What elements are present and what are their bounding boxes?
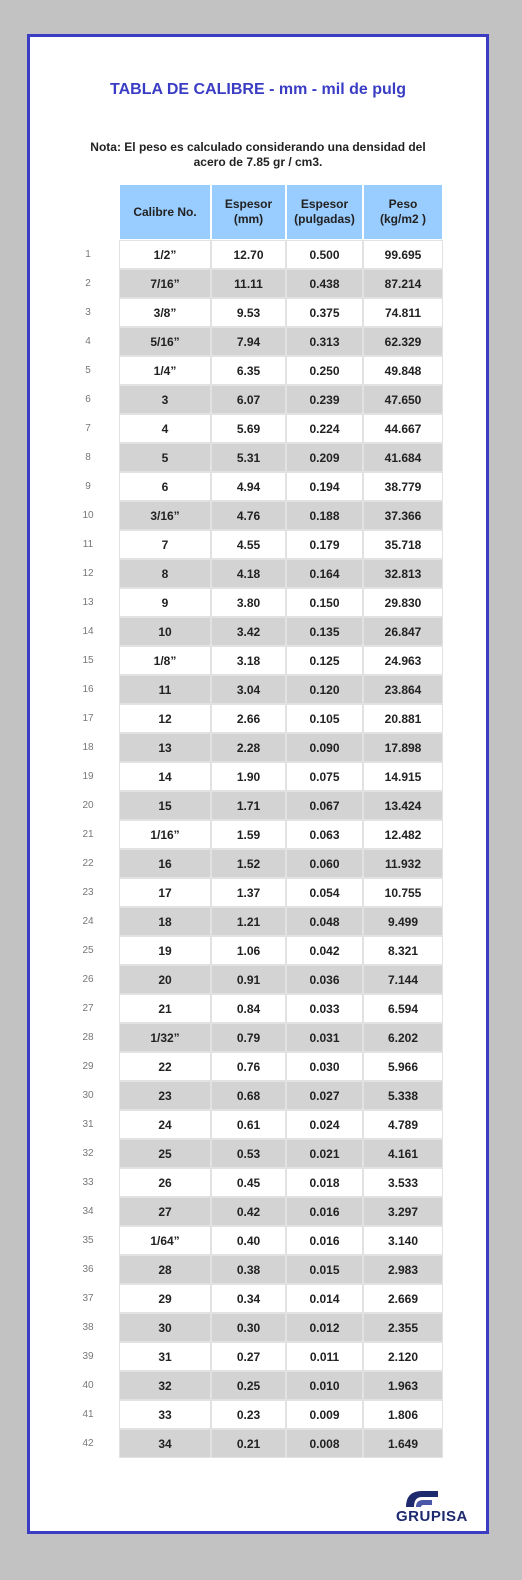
espesor-pulgadas-cell: 0.500: [287, 241, 362, 268]
calibre-cell: 11: [120, 676, 210, 703]
gauge-table: [56, 183, 444, 1459]
calibre-cell: 18: [120, 908, 210, 935]
index-header: [58, 185, 118, 239]
espesor-pulgadas-cell: 0.150: [287, 589, 362, 616]
peso-cell: 26.847: [364, 618, 442, 645]
calibre-cell: 10: [120, 618, 210, 645]
calibre-cell: 6: [120, 473, 210, 500]
table-row: [58, 328, 442, 355]
espesor-mm-cell: 5.69: [212, 415, 285, 442]
espesor-mm-cell: 2.28: [212, 734, 285, 761]
espesor-mm-cell: 4.55: [212, 531, 285, 558]
row-index: 30: [82, 1090, 94, 1101]
table-row: [58, 1430, 442, 1457]
table-row: [58, 821, 442, 848]
peso-cell: 47.650: [364, 386, 442, 413]
calibre-cell: 1/4”: [120, 357, 210, 384]
espesor-pulgadas-cell: 0.031: [287, 1024, 362, 1051]
row-index: 42: [82, 1438, 94, 1449]
espesor-mm-cell: 7.94: [212, 328, 285, 355]
table-row: [58, 1372, 442, 1399]
peso-cell: 2.983: [364, 1256, 442, 1283]
peso-cell: 2.355: [364, 1314, 442, 1341]
calibre-cell: 33: [120, 1401, 210, 1428]
espesor-pulgadas-cell: 0.054: [287, 879, 362, 906]
espesor-mm-cell: 1.90: [212, 763, 285, 790]
grupisa-logo: [396, 1487, 478, 1525]
espesor-mm-cell: 1.37: [212, 879, 285, 906]
espesor-mm-cell: 0.38: [212, 1256, 285, 1283]
peso-cell: 2.120: [364, 1343, 442, 1370]
peso-cell: 1.806: [364, 1401, 442, 1428]
espesor-pulgadas-cell: 0.375: [287, 299, 362, 326]
calibre-cell: 15: [120, 792, 210, 819]
espesor-pulgadas-cell: 0.010: [287, 1372, 362, 1399]
espesor-pulgadas-cell: 0.194: [287, 473, 362, 500]
row-index: 16: [82, 684, 94, 695]
espesor-pulgadas-cell: 0.209: [287, 444, 362, 471]
row-index: 11: [82, 539, 94, 550]
table-row: [58, 1111, 442, 1138]
row-index: 31: [82, 1119, 94, 1130]
density-note: Nota: El peso es calculado considerando una densidad del acero de 7.85 gr / cm3.: [90, 140, 426, 169]
espesor-mm-cell: 0.61: [212, 1111, 285, 1138]
row-index: 32: [82, 1148, 94, 1159]
peso-cell: 2.669: [364, 1285, 442, 1312]
espesor-pulgadas-cell: 0.067: [287, 792, 362, 819]
table-row: [58, 502, 442, 529]
calibre-cell: 30: [120, 1314, 210, 1341]
espesor-mm-cell: 3.18: [212, 647, 285, 674]
calibre-cell: 25: [120, 1140, 210, 1167]
row-index: 2: [85, 278, 91, 289]
table-row: [58, 995, 442, 1022]
peso-cell: 3.533: [364, 1169, 442, 1196]
row-index: 18: [82, 742, 94, 753]
espesor-pulgadas-cell: 0.048: [287, 908, 362, 935]
row-index: 21: [82, 829, 94, 840]
table-row: [58, 937, 442, 964]
espesor-mm-cell: 4.76: [212, 502, 285, 529]
espesor-pulgadas-cell: 0.164: [287, 560, 362, 587]
row-index: 40: [82, 1380, 94, 1391]
espesor-pulgadas-cell: 0.313: [287, 328, 362, 355]
table-row: [58, 241, 442, 268]
row-index: 4: [85, 336, 91, 347]
peso-cell: 10.755: [364, 879, 442, 906]
calibre-cell: 23: [120, 1082, 210, 1109]
table-row: [58, 1401, 442, 1428]
espesor-pulgadas-cell: 0.042: [287, 937, 362, 964]
espesor-mm-cell: 6.35: [212, 357, 285, 384]
espesor-mm-cell: 0.30: [212, 1314, 285, 1341]
espesor-mm-cell: 3.04: [212, 676, 285, 703]
calibre-cell: 5: [120, 444, 210, 471]
espesor-pulgadas-cell: 0.125: [287, 647, 362, 674]
row-index: 28: [82, 1032, 94, 1043]
espesor-pulgadas-cell: 0.239: [287, 386, 362, 413]
peso-cell: 14.915: [364, 763, 442, 790]
espesor-mm-cell: 0.40: [212, 1227, 285, 1254]
table-sheet: [27, 34, 489, 1534]
espesor-mm-cell: 1.52: [212, 850, 285, 877]
table-header-row: [58, 185, 442, 239]
calibre-cell: 9: [120, 589, 210, 616]
peso-cell: 29.830: [364, 589, 442, 616]
peso-cell: 49.848: [364, 357, 442, 384]
row-index: 8: [85, 452, 91, 463]
peso-cell: 41.684: [364, 444, 442, 471]
table-row: [58, 444, 442, 471]
espesor-pulgadas-cell: 0.060: [287, 850, 362, 877]
peso-cell: 20.881: [364, 705, 442, 732]
row-index: 33: [82, 1177, 94, 1188]
table-row: [58, 879, 442, 906]
calibre-cell: 1/8”: [120, 647, 210, 674]
table-row: [58, 531, 442, 558]
espesor-mm-cell: 3.42: [212, 618, 285, 645]
espesor-pulgadas-cell: 0.090: [287, 734, 362, 761]
espesor-mm-cell: 0.68: [212, 1082, 285, 1109]
peso-cell: 5.966: [364, 1053, 442, 1080]
row-index: 20: [82, 800, 94, 811]
espesor-pulgadas-cell: 0.008: [287, 1430, 362, 1457]
espesor-pulgadas-cell: 0.024: [287, 1111, 362, 1138]
calibre-cell: 29: [120, 1285, 210, 1312]
espesor-pulgadas-cell: 0.012: [287, 1314, 362, 1341]
table-row: [58, 1140, 442, 1167]
espesor-mm-cell: 1.71: [212, 792, 285, 819]
espesor-mm-cell: 0.25: [212, 1372, 285, 1399]
espesor-pulgadas-cell: 0.105: [287, 705, 362, 732]
peso-cell: 38.779: [364, 473, 442, 500]
peso-cell: 35.718: [364, 531, 442, 558]
table-row: [58, 763, 442, 790]
calibre-cell: 4: [120, 415, 210, 442]
row-index: 26: [82, 974, 94, 985]
table-row: [58, 705, 442, 732]
row-index: 24: [82, 916, 94, 927]
peso-cell: 17.898: [364, 734, 442, 761]
table-row: [58, 299, 442, 326]
page-title: TABLA DE CALIBRE - mm - mil de pulg: [110, 81, 406, 98]
table-row: [58, 357, 442, 384]
calibre-cell: 22: [120, 1053, 210, 1080]
peso-cell: 23.864: [364, 676, 442, 703]
table-row: [58, 647, 442, 674]
calibre-cell: 7/16”: [120, 270, 210, 297]
peso-cell: 4.161: [364, 1140, 442, 1167]
espesor-pulgadas-cell: 0.036: [287, 966, 362, 993]
row-index: 17: [82, 713, 94, 724]
table-row: [58, 792, 442, 819]
espesor-mm-cell: 0.23: [212, 1401, 285, 1428]
table-row: [58, 1227, 442, 1254]
espesor-pulgadas-cell: 0.135: [287, 618, 362, 645]
row-index: 23: [82, 887, 94, 898]
peso-cell: 6.594: [364, 995, 442, 1022]
calibre-cell: 3/16”: [120, 502, 210, 529]
header-peso: Peso (kg/m2 ): [364, 185, 442, 239]
logo-mark-icon: [402, 1487, 442, 1509]
espesor-mm-cell: 11.11: [212, 270, 285, 297]
calibre-cell: 27: [120, 1198, 210, 1225]
calibre-cell: 31: [120, 1343, 210, 1370]
espesor-pulgadas-cell: 0.015: [287, 1256, 362, 1283]
espesor-mm-cell: 3.80: [212, 589, 285, 616]
peso-cell: 4.789: [364, 1111, 442, 1138]
table-row: [58, 473, 442, 500]
row-index: 19: [82, 771, 94, 782]
espesor-pulgadas-cell: 0.063: [287, 821, 362, 848]
espesor-pulgadas-cell: 0.224: [287, 415, 362, 442]
espesor-pulgadas-cell: 0.014: [287, 1285, 362, 1312]
table-row: [58, 1169, 442, 1196]
espesor-pulgadas-cell: 0.033: [287, 995, 362, 1022]
espesor-pulgadas-cell: 0.030: [287, 1053, 362, 1080]
espesor-mm-cell: 0.42: [212, 1198, 285, 1225]
calibre-cell: 1/16”: [120, 821, 210, 848]
table-row: [58, 1024, 442, 1051]
row-index: 36: [82, 1264, 94, 1275]
espesor-mm-cell: 0.21: [212, 1430, 285, 1457]
calibre-cell: 3: [120, 386, 210, 413]
table-row: [58, 734, 442, 761]
table-row: [58, 850, 442, 877]
row-index: 15: [82, 655, 94, 666]
peso-cell: 8.321: [364, 937, 442, 964]
header-espesor-pulgadas: Espesor (pulgadas): [287, 185, 362, 239]
peso-cell: 1.963: [364, 1372, 442, 1399]
row-index: 6: [85, 394, 91, 405]
row-index: 7: [85, 423, 91, 434]
espesor-pulgadas-cell: 0.021: [287, 1140, 362, 1167]
espesor-mm-cell: 1.06: [212, 937, 285, 964]
header-espesor-mm: Espesor (mm): [212, 185, 285, 239]
calibre-cell: 3/8”: [120, 299, 210, 326]
espesor-mm-cell: 0.34: [212, 1285, 285, 1312]
row-index: 22: [82, 858, 94, 869]
espesor-mm-cell: 9.53: [212, 299, 285, 326]
espesor-mm-cell: 6.07: [212, 386, 285, 413]
calibre-cell: 24: [120, 1111, 210, 1138]
row-index: 5: [85, 365, 91, 376]
calibre-cell: 32: [120, 1372, 210, 1399]
calibre-cell: 19: [120, 937, 210, 964]
calibre-cell: 26: [120, 1169, 210, 1196]
espesor-mm-cell: 0.45: [212, 1169, 285, 1196]
peso-cell: 5.338: [364, 1082, 442, 1109]
calibre-cell: 21: [120, 995, 210, 1022]
calibre-cell: 5/16”: [120, 328, 210, 355]
calibre-cell: 17: [120, 879, 210, 906]
espesor-mm-cell: 2.66: [212, 705, 285, 732]
calibre-cell: 8: [120, 560, 210, 587]
espesor-mm-cell: 1.21: [212, 908, 285, 935]
table-row: [58, 1053, 442, 1080]
calibre-cell: 1/32”: [120, 1024, 210, 1051]
table-row: [58, 589, 442, 616]
table-row: [58, 1343, 442, 1370]
calibre-cell: 7: [120, 531, 210, 558]
table-row: [58, 560, 442, 587]
espesor-pulgadas-cell: 0.027: [287, 1082, 362, 1109]
table-row: [58, 415, 442, 442]
espesor-pulgadas-cell: 0.188: [287, 502, 362, 529]
espesor-mm-cell: 0.91: [212, 966, 285, 993]
row-index: 25: [82, 945, 94, 956]
row-index: 12: [82, 568, 94, 579]
espesor-mm-cell: 1.59: [212, 821, 285, 848]
peso-cell: 87.214: [364, 270, 442, 297]
calibre-cell: 1/64”: [120, 1227, 210, 1254]
espesor-pulgadas-cell: 0.120: [287, 676, 362, 703]
calibre-cell: 12: [120, 705, 210, 732]
header-calibre: Calibre No.: [120, 185, 210, 239]
row-index: 34: [82, 1206, 94, 1217]
row-index: 41: [82, 1409, 94, 1420]
table-row: [58, 1285, 442, 1312]
espesor-pulgadas-cell: 0.016: [287, 1198, 362, 1225]
row-index: 38: [82, 1322, 94, 1333]
espesor-mm-cell: 4.94: [212, 473, 285, 500]
peso-cell: 3.297: [364, 1198, 442, 1225]
calibre-cell: 14: [120, 763, 210, 790]
espesor-pulgadas-cell: 0.250: [287, 357, 362, 384]
espesor-pulgadas-cell: 0.438: [287, 270, 362, 297]
peso-cell: 24.963: [364, 647, 442, 674]
peso-cell: 74.811: [364, 299, 442, 326]
espesor-mm-cell: 0.76: [212, 1053, 285, 1080]
table-row: [58, 1314, 442, 1341]
espesor-pulgadas-cell: 0.075: [287, 763, 362, 790]
espesor-pulgadas-cell: 0.016: [287, 1227, 362, 1254]
espesor-mm-cell: 0.27: [212, 1343, 285, 1370]
row-index: 14: [82, 626, 94, 637]
espesor-mm-cell: 12.70: [212, 241, 285, 268]
espesor-mm-cell: 0.53: [212, 1140, 285, 1167]
table-row: [58, 270, 442, 297]
row-index: 27: [82, 1003, 94, 1014]
peso-cell: 13.424: [364, 792, 442, 819]
espesor-pulgadas-cell: 0.011: [287, 1343, 362, 1370]
row-index: 13: [82, 597, 94, 608]
row-index: 35: [82, 1235, 94, 1246]
peso-cell: 11.932: [364, 850, 442, 877]
table-row: [58, 618, 442, 645]
peso-cell: 6.202: [364, 1024, 442, 1051]
table-row: [58, 1256, 442, 1283]
peso-cell: 7.144: [364, 966, 442, 993]
calibre-cell: 1/2”: [120, 241, 210, 268]
row-index: 9: [85, 481, 91, 492]
row-index: 29: [82, 1061, 94, 1072]
calibre-cell: 28: [120, 1256, 210, 1283]
espesor-mm-cell: 5.31: [212, 444, 285, 471]
peso-cell: 32.813: [364, 560, 442, 587]
calibre-cell: 20: [120, 966, 210, 993]
espesor-pulgadas-cell: 0.009: [287, 1401, 362, 1428]
peso-cell: 1.649: [364, 1430, 442, 1457]
table-row: [58, 966, 442, 993]
peso-cell: 12.482: [364, 821, 442, 848]
peso-cell: 99.695: [364, 241, 442, 268]
espesor-pulgadas-cell: 0.179: [287, 531, 362, 558]
table-row: [58, 1082, 442, 1109]
row-index: 39: [82, 1351, 94, 1362]
row-index: 10: [82, 510, 94, 521]
espesor-pulgadas-cell: 0.018: [287, 1169, 362, 1196]
peso-cell: 37.366: [364, 502, 442, 529]
table-row: [58, 908, 442, 935]
espesor-mm-cell: 0.79: [212, 1024, 285, 1051]
peso-cell: 3.140: [364, 1227, 442, 1254]
calibre-cell: 16: [120, 850, 210, 877]
peso-cell: 44.667: [364, 415, 442, 442]
calibre-cell: 34: [120, 1430, 210, 1457]
table-row: [58, 1198, 442, 1225]
row-index: 1: [85, 249, 91, 260]
espesor-mm-cell: 0.84: [212, 995, 285, 1022]
row-index: 37: [82, 1293, 94, 1304]
calibre-cell: 13: [120, 734, 210, 761]
table-row: [58, 386, 442, 413]
peso-cell: 9.499: [364, 908, 442, 935]
logo-text: GRUPISA: [396, 1508, 468, 1525]
row-index: 3: [85, 307, 91, 318]
peso-cell: 62.329: [364, 328, 442, 355]
espesor-mm-cell: 4.18: [212, 560, 285, 587]
table-row: [58, 676, 442, 703]
